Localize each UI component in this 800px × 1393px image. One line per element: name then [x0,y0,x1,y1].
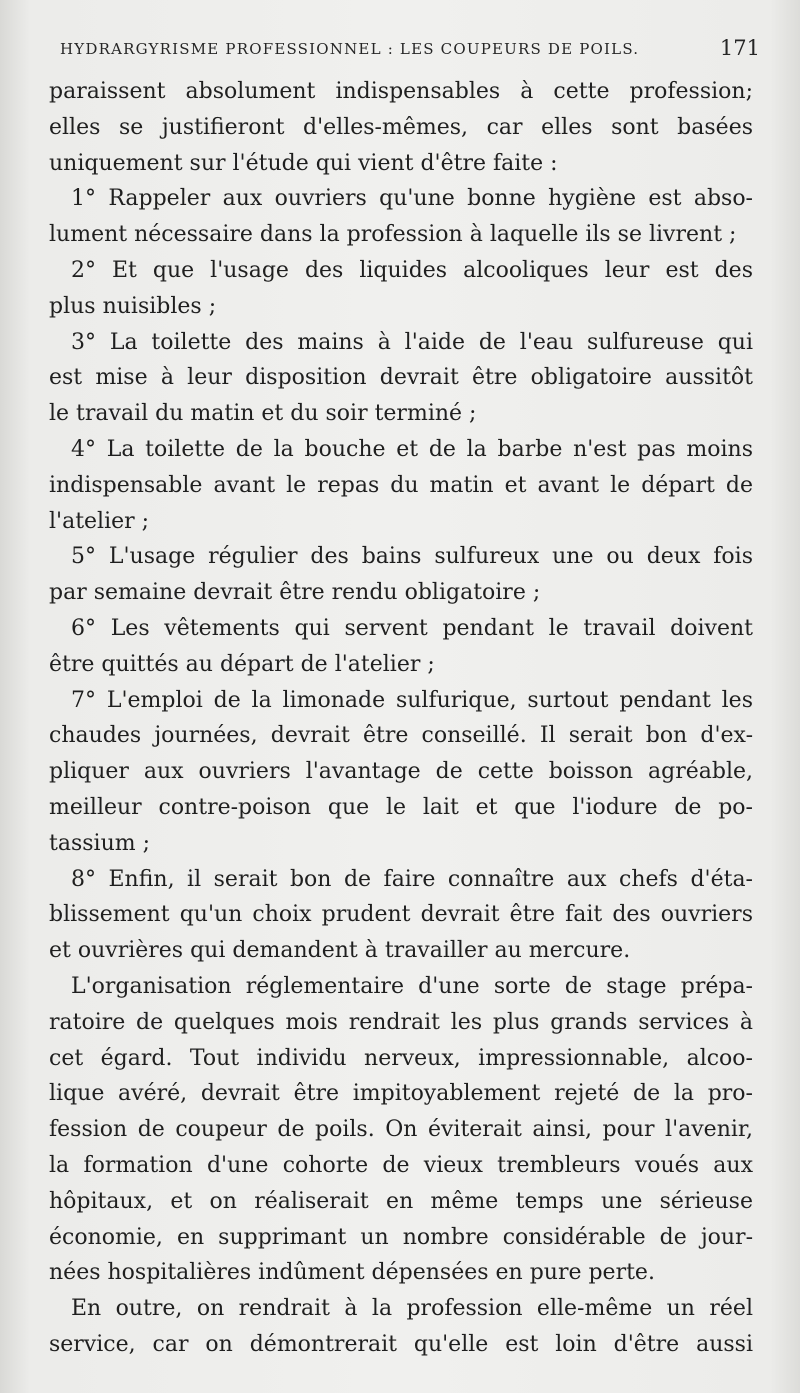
text-line: hôpitaux, et on réaliserait en même temps une sérieuse [49,1188,753,1214]
text-line: service, car on démontrerait qu'elle est loin d'être aussi [49,1331,753,1357]
text-line: lument nécessaire dans la profession à laquelle ils se livrent ; [49,222,737,248]
text-line: meilleur contre-poison que le lait et que l'iodure de po- [49,794,753,820]
text-line: le travail du matin et du soir terminé ; [49,401,477,427]
text-line: chaudes journées, devrait être conseillé. Il serait bon d'ex- [49,723,753,749]
text-line: 7° L'emploi de la limonade sulfurique, surtout pendant les [71,687,753,713]
text-line: l'atelier ; [49,508,150,534]
text-line: blissement qu'un choix prudent devrait être fait des ouvriers [49,902,753,928]
text-line: cet égard. Tout individu nerveux, impressionnable, alcoo- [49,1045,753,1071]
text-line: la formation d'une cohorte de vieux trembleurs voués aux [49,1152,753,1178]
text-line: est mise à leur disposition devrait être obligatoire aussitôt [49,365,753,391]
text-line: 1° Rappeler aux ouvriers qu'une bonne hygiène est abso- [71,186,753,212]
text-line: et ouvrières qui demandent à travailler au mercure. [49,938,631,964]
text-line: L'organisation réglementaire d'une sorte de stage prépa- [71,973,753,999]
body-text [49,74,753,1363]
text-line: indispensable avant le repas du matin et avant le départ de [49,472,753,498]
text-line: par semaine devrait être rendu obligatoire ; [49,580,541,606]
text-line: être quittés au départ de l'atelier ; [49,651,435,677]
text-line: plus nuisibles ; [49,293,217,319]
text-line: nées hospitalières indûment dépensées en pure perte. [49,1260,655,1286]
running-title: HYDRARGYRISME PROFESSIONNEL : LES COUPEURS DE POILS. [60,40,640,58]
text-line: 2° Et que l'usage des liquides alcooliques leur est des [71,257,753,283]
text-line: tassium ; [49,830,151,856]
text-line: elles se justifieront d'elles-mêmes, car elles sont basées [49,114,753,140]
text-line: 5° L'usage régulier des bains sulfureux une ou deux fois [71,544,753,570]
text-line: fession de coupeur de poils. On éviterait ainsi, pour l'avenir, [49,1117,753,1143]
page-number: 171 [719,36,760,60]
text-line: 6° Les vêtements qui servent pendant le travail doivent [71,615,753,641]
text-line: pliquer aux ouvriers l'avantage de cette boisson agréable, [49,759,753,785]
text-line: paraissent absolument indispensables à cette profession; [49,79,753,104]
text-line: 8° Enfin, il serait bon de faire connaître aux chefs d'éta- [71,866,753,892]
text-line: lique avéré, devrait être impitoyablement rejeté de la pro- [49,1081,753,1107]
text-line: 4° La toilette de la bouche et de la barbe n'est pas moins [71,436,753,462]
text-line: économie, en supprimant un nombre considérable de jour- [49,1224,753,1250]
text-line: ratoire de quelques mois rendrait les plus grands services à [49,1009,753,1035]
running-head [60,36,760,66]
text-line: En outre, on rendrait à la profession elle-même un réel [71,1296,753,1322]
text-line: 3° La toilette des mains à l'aide de l'eau sulfureuse qui [71,329,753,355]
text-line: uniquement sur l'étude qui vient d'être faite : [49,150,558,176]
